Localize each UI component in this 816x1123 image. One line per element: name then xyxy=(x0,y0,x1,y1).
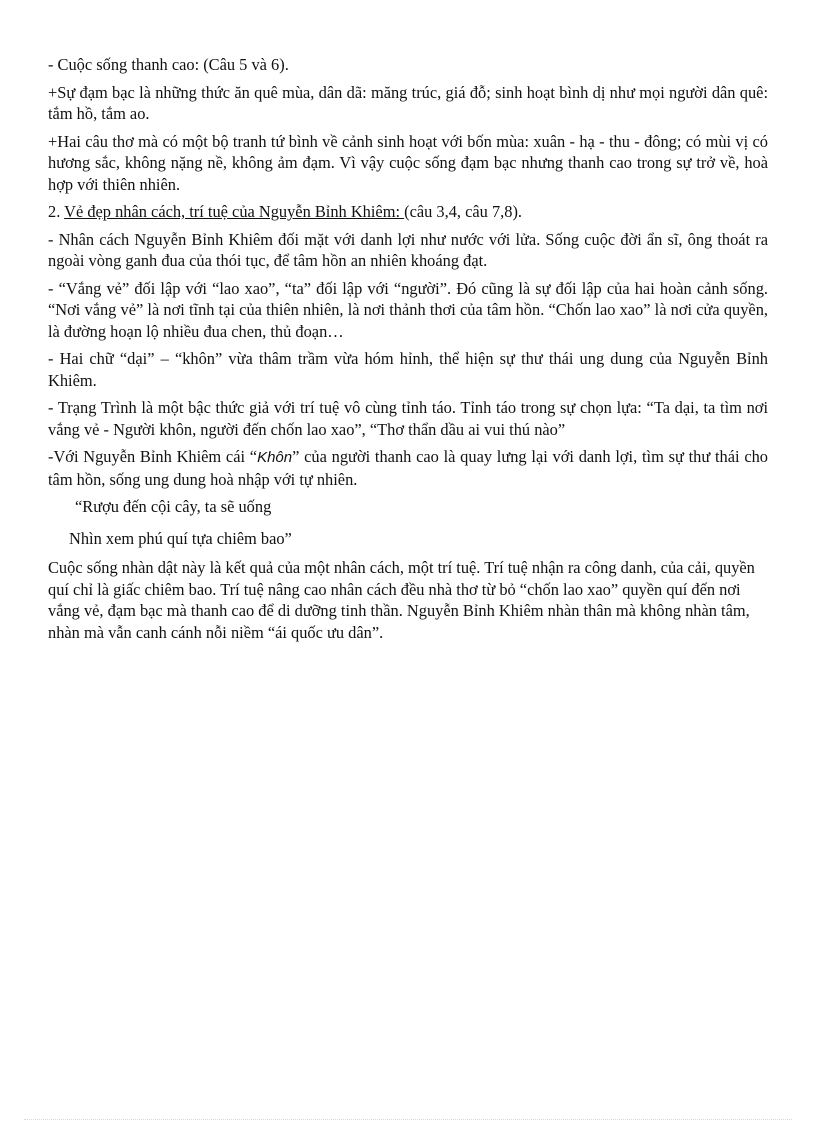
paragraph-life-heading: - Cuộc sống thanh cao: (Câu 5 và 6). xyxy=(48,55,289,74)
paragraph-simple-living: +Sự đạm bạc là những thức ăn quê mùa, dân dã: măng trúc, giá đỗ; sinh hoạt bình dị như mọi người dân quê: tắm hồ, tắm ao. xyxy=(48,82,768,123)
paragraph-wisdom: - Trạng Trình là một bậc thức giả với trí tuệ vô cùng tỉnh táo. Tỉnh táo trong sự chọn lựa: “Ta dại, ta tìm nơi vắng vẻ - Người khôn, người đến chốn lao xao”, “Thơ thẩn dầu ai vui thú nào” xyxy=(48,398,768,439)
paragraph-khon xyxy=(48,446,768,490)
verse-line-1: “Rượu đến cội cây, ta sẽ uống xyxy=(75,497,272,516)
paragraph-four-seasons: +Hai câu thơ mà có một bộ tranh tứ bình về cảnh sinh hoạt với bốn mùa: xuân - hạ - thu - đông; có mùi vị có hương sắc, không nặng nề, không ảm đạm. Vì vậy cuộc sống đạm bạc nhưng thanh cao trong sự trở về, hoà hợp với thiên nhiên. xyxy=(48,131,768,194)
document-page xyxy=(48,54,768,649)
section-title-underlined: Vẻ đẹp nhân cách, trí tuệ của Nguyễn Bỉnh Khiêm: xyxy=(64,202,405,221)
paragraph-conclusion: Cuộc sống nhàn dật này là kết quả của một nhân cách, một trí tuệ. Trí tuệ nhận ra công danh, của cải, quyền quí chỉ là giấc chiêm bao. Trí tuệ nâng cao nhân cách đều nhà thơ từ bỏ “chốn lao xao” quyền quí đến nơi vắng vẻ, đạm bạc mà thanh cao để di dưỡng tinh thần. Nguyễn Bỉnh Khiêm nhàn thân mà không nhàn tâm, nhàn mà vẫn canh cánh nỗi niềm “ái quốc ưu dân”. xyxy=(48,558,755,642)
section-heading-2 xyxy=(48,201,768,223)
khon-suffix: ” của người thanh cao là quay lưng lại với danh lợi, tìm sự thư thái cho tâm hồn, sống ung dung hoà nhập với tự nhiên. xyxy=(48,447,768,489)
page-bottom-divider xyxy=(24,1119,792,1120)
khon-italic: Khôn xyxy=(257,449,293,466)
paragraph-personality: - Nhân cách Nguyễn Bỉnh Khiêm đối mặt với danh lợi như nước với lửa. Sống cuộc đời ẩn sĩ, ông thoát ra ngoài vòng ganh đua của thói tục, để tâm hồn an nhiên khoáng đạt. xyxy=(48,229,768,270)
paragraph-fool-wise: - Hai chữ “dại” – “khôn” vừa thâm trầm vừa hóm hỉnh, thể hiện sự thư thái ung dung của Nguyễn Bỉnh Khiêm. xyxy=(48,349,768,390)
section-number: 2. xyxy=(48,202,65,221)
khon-prefix: -Với Nguyễn Bỉnh Khiêm cái “ xyxy=(48,447,258,466)
section-reference: (câu 3,4, câu 7,8). xyxy=(404,202,522,221)
verse-line-2: Nhìn xem phú quí tựa chiêm bao” xyxy=(69,528,292,548)
paragraph-contrast: - “Vắng vẻ” đối lập với “lao xao”, “ta” đối lập với “người”. Đó cũng là sự đối lập của hai hoàn cảnh sống. “Nơi vắng vẻ” là nơi tĩnh tại của thiên nhiên, là nơi thảnh thơi của tâm hồn. “Chốn lao xao” là nơi cửa quyền, là đường hoạn lộ nhiều đua chen, thủ đoạn… xyxy=(48,278,768,341)
